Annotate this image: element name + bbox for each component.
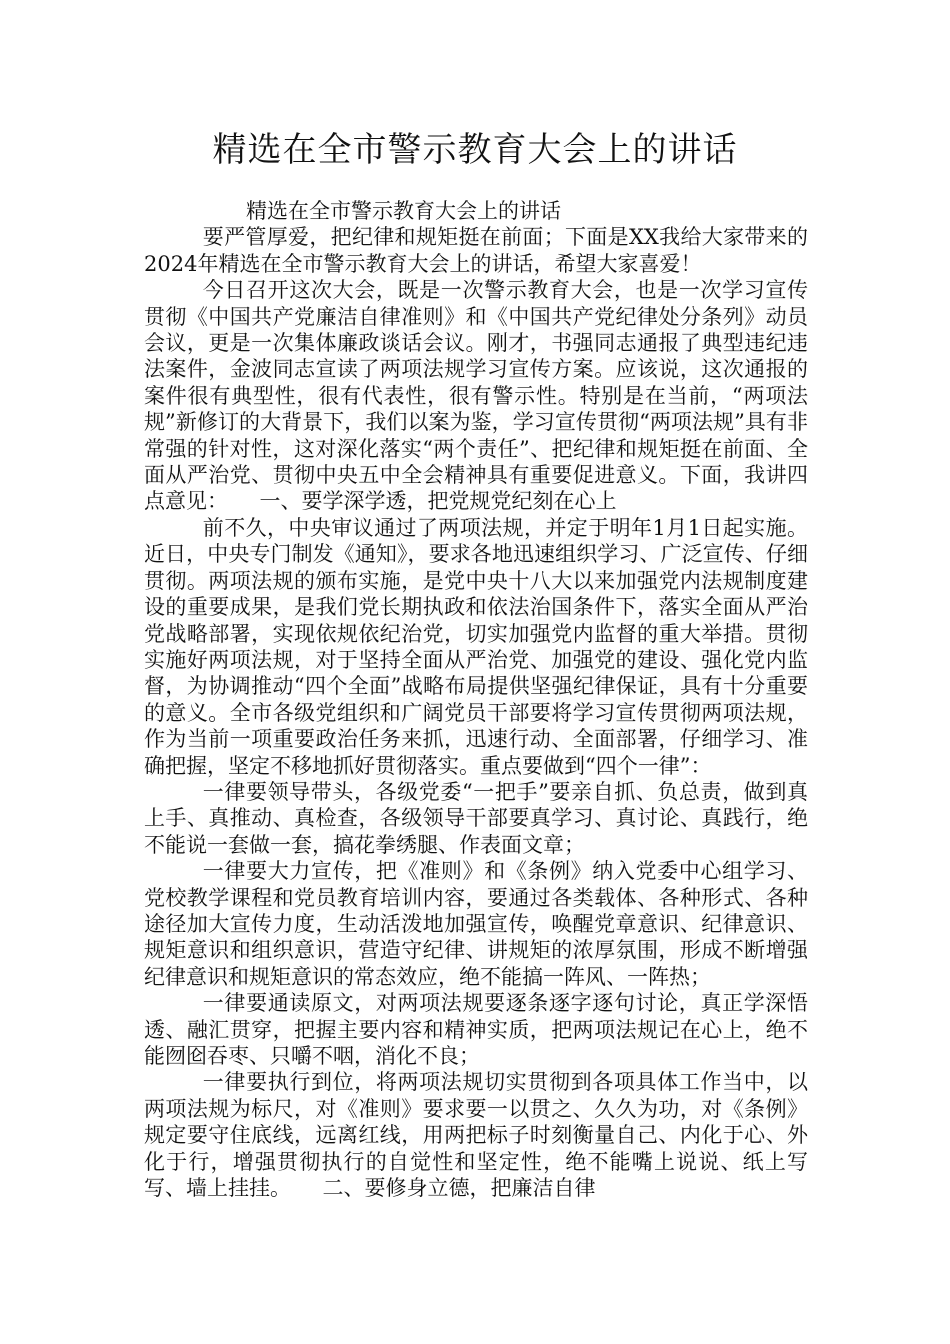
document-subtitle: 精选在全市警示教育大会上的讲话 — [246, 199, 561, 223]
paragraph-intro: 要严管厚爱，把纪律和规矩挺在前面；下面是XX我给大家带来的2024年精选在全市警示教育大会上的讲话，希望大家喜爱！ — [144, 225, 808, 276]
paragraph-rule-leadership: 一律要领导带头，各级党委“一把手”要亲自抓、负总责，做到真上手、真推动、真检查，各级领导干部要真学习、真讨论、真践行，绝不能说一套做一套，搞花拳绣腿、作表面文章； — [144, 779, 808, 857]
paragraph-opening: 今日召开这次大会，既是一次警示教育大会，也是一次学习宣传贯彻《中国共产党廉洁自律准则》和《中国共产党纪律处分条列》动员会议，更是一次集体廉政谈话会议。刚才，书强同志通报了典型违纪违法案件，金波同志宣读了两项法规学习宣传方案。应该说，这次通报的案件很有典型性，很有代表性，很有警示性。特别是在当前，“两项法规”新修订的大背景下，我们以案为鉴，学习宣传贯彻“两项法规”具有非常强的针对性，这对深化落实“两个责任”、把纪律和规矩挺在前面、全面从严治党、贯彻中央五中全会精神具有重要促进意义。下面，我讲四点意见： 一、要学深学透，把党规党纪刻在心上 — [144, 278, 808, 514]
paragraph-section-one: 前不久，中央审议通过了两项法规，并定于明年1月1日起实施。近日，中央专门制发《通知》，要求各地迅速组织学习、广泛宣传、仔细贯彻。两项法规的颁布实施，是党中央十八大以来加强党内法规制度建设的重要成果，是我们党长期执政和依法治国条件下，落实全面从严治党战略部署，实现依规依纪治党，切实加强党内监督的重大举措。贯彻实施好两项法规，对于坚持全面从严治党、加强党的建设、强化党内监督，为协调推动“四个全面”战略布局提供坚强纪律保证，具有十分重要的意义。全市各级党组织和广阔党员干部要将学习宣传贯彻两项法规，作为当前一项重要政治任务来抓，迅速行动、全面部署，仔细学习、准确把握，坚定不移地抓好贯彻落实。重点要做到“四个一律”： — [144, 515, 808, 778]
document-title: 精选在全市警示教育大会上的讲话 — [212, 130, 738, 170]
paragraph-rule-execution: 一律要执行到位，将两项法规切实贯彻到各项具体工作当中，以两项法规为标尺，对《准则》要求要一以贯之、久久为功，对《条例》规定要守住底线，远离红线，用两把标子时刻衡量自己、内化于心、外化于行，增强贯彻执行的自觉性和坚定性，绝不能嘴上说说、纸上写写、墙上挂挂。 二、要修身立德，把廉洁自律 — [144, 1070, 808, 1201]
paragraph-rule-reading: 一律要通读原文，对两项法规要逐条逐字逐句讨论，真正学深悟透、融汇贯穿，把握主要内容和精神实质，把两项法规记在心上，绝不能囫囵吞枣、只嚼不咽，消化不良； — [144, 991, 808, 1068]
document-body — [144, 198, 808, 1201]
paragraph-rule-publicity: 一律要大力宣传，把《准则》和《条例》纳入党委中心组学习、党校教学课程和党员教育培训内容，要通过各类载体、各种形式、各种途径加大宣传力度，生动活泼地加强宣传，唤醒党章意识、纪律意识、规矩意识和组织意识，营造守纪律、讲规矩的浓厚氛围，形成不断增强纪律意识和规矩意识的常态效应，绝不能搞一阵风、一阵热； — [144, 859, 808, 989]
